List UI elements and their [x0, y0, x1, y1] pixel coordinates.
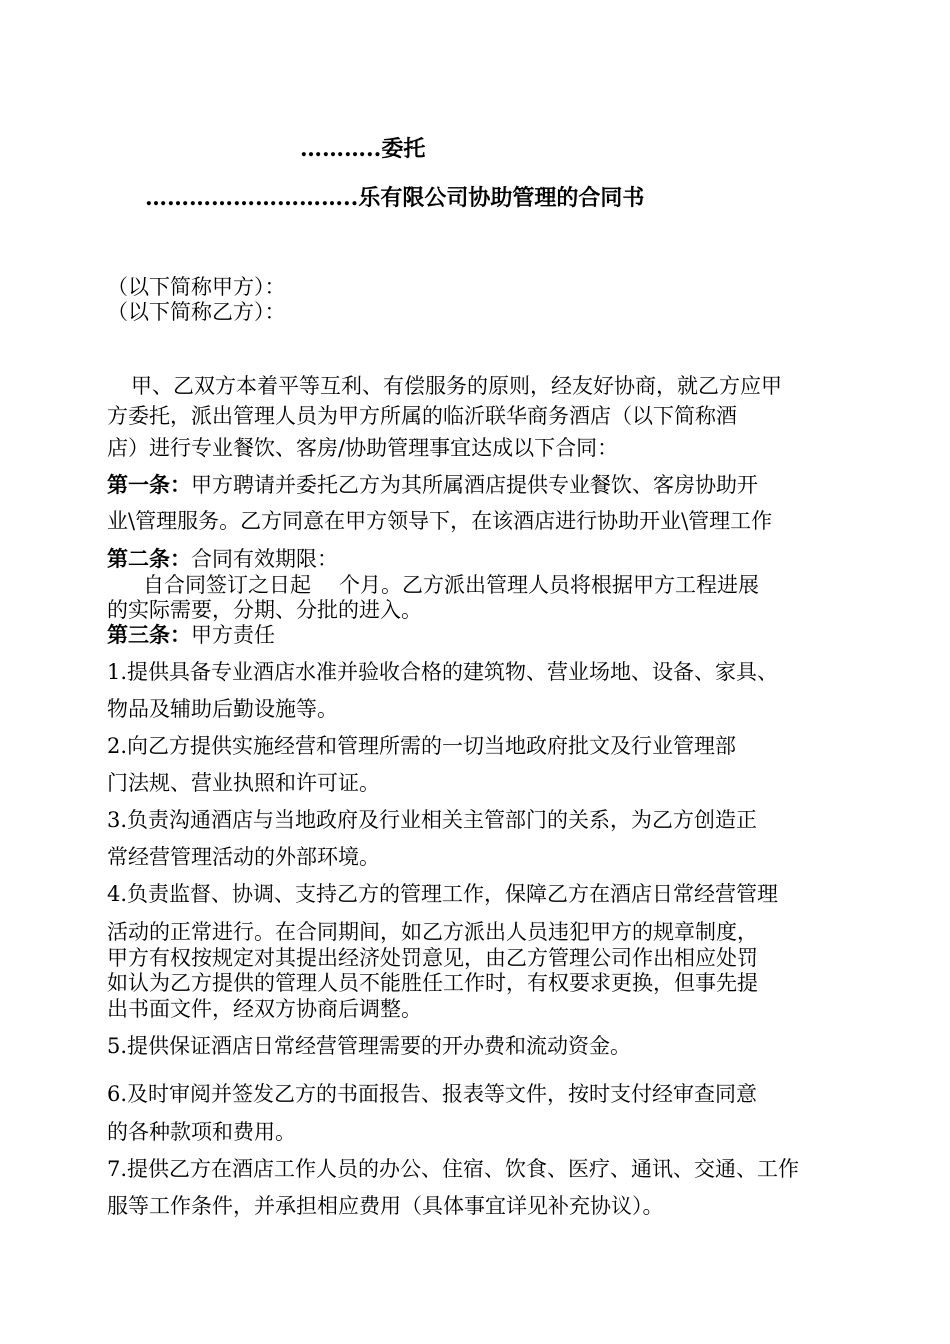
- item-4-line-4: 如认为乙方提供的管理人员不能胜任工作时，有权要求更换，但事先提: [107, 971, 758, 995]
- item-2-line-1: 2.向乙方提供实施经营和管理所需的一切当地政府批文及行业管理部: [107, 734, 737, 758]
- article-2-line-2: 的实际需要，分期、分批的进入。: [107, 598, 422, 622]
- party-a-line: （以下简称甲方）：: [107, 275, 286, 299]
- item-7-line-1: 7.提供乙方在酒店工作人员的办公、住宿、饮食、医疗、通讯、交通、工作: [107, 1157, 800, 1181]
- item-4-line-3: 甲方有权按规定对其提出经济处罚意见，由乙方管理公司作出相应处罚: [107, 946, 758, 970]
- item-2-line-2: 门法规、营业执照和许可证。: [107, 771, 380, 795]
- item-3-line-1: 3.负责沟通酒店与当地政府及行业相关主管部门的关系，为乙方创造正: [107, 808, 758, 832]
- item-1-line-2: 物品及辅助后勤设施等。: [107, 697, 338, 721]
- title-line-2: ………………………..乐有限公司协助管理的合同书: [145, 185, 645, 211]
- article-2-label: 第二条：: [107, 546, 191, 571]
- preamble-line-1: 甲、乙双方本着平等互利、有偿服务的原则，经友好协商，就乙方应甲: [131, 374, 782, 398]
- preamble-line-3: 店）进行专业餐饮、客房/协助管理事宜达成以下合同：: [107, 436, 619, 460]
- item-4-line-2: 活动的正常进行。在合同期间，如乙方派出人员违犯甲方的规章制度，: [107, 920, 758, 944]
- item-6-line-1: 6.及时审阅并签发乙方的书面报告、报表等文件，按时支付经审查同意: [107, 1082, 758, 1106]
- item-5-line: 5.提供保证酒店日常经营管理需要的开办费和流动资金。: [107, 1034, 632, 1058]
- item-1-line-1: 1.提供具备专业酒店水准并验收合格的建筑物、营业场地、设备、家具、: [107, 660, 779, 684]
- party-b-line: （以下简称乙方）：: [107, 300, 286, 324]
- item-6-line-2: 的各种款项和费用。: [107, 1120, 296, 1144]
- article-1-text-1: 甲方聘请并委托乙方为其所属酒店提供专业餐饮、客房协助开: [191, 473, 758, 497]
- preamble-line-2: 方委托，派出管理人员为甲方所属的临沂联华商务酒店（以下简称酒: [107, 404, 737, 428]
- article-2-text-1a: 自合同签订之日起: [143, 573, 311, 597]
- article-2-heading: [107, 547, 338, 571]
- article-2-heading-text: 合同有效期限：: [191, 547, 338, 571]
- item-4-line-5: 出书面文件，经双方协商后调整。: [107, 997, 422, 1021]
- article-3-heading: [107, 623, 275, 647]
- title-line-1: ………..委托: [300, 136, 426, 162]
- article-3-label: 第三条：: [107, 622, 191, 647]
- item-3-line-2: 常经营管理活动的外部环境。: [107, 845, 380, 869]
- article-1-line-2: 业\管理服务。乙方同意在甲方领导下，在该酒店进行协助开业\管理工作: [107, 509, 773, 533]
- item-7-line-2: 服等工作条件，并承担相应费用（具体事宜详见补充协议）。: [107, 1194, 664, 1218]
- item-4-line-1: 4.负责监督、协调、支持乙方的管理工作，保障乙方在酒店日常经营管理: [107, 882, 779, 906]
- article-2-line-1: [143, 573, 759, 597]
- article-2-text-1b: 个月。乙方派出管理人员将根据甲方工程进展: [339, 573, 759, 597]
- article-3-heading-text: 甲方责任: [191, 623, 275, 647]
- article-1-label: 第一条：: [107, 472, 191, 497]
- article-1-line-1: [107, 473, 758, 497]
